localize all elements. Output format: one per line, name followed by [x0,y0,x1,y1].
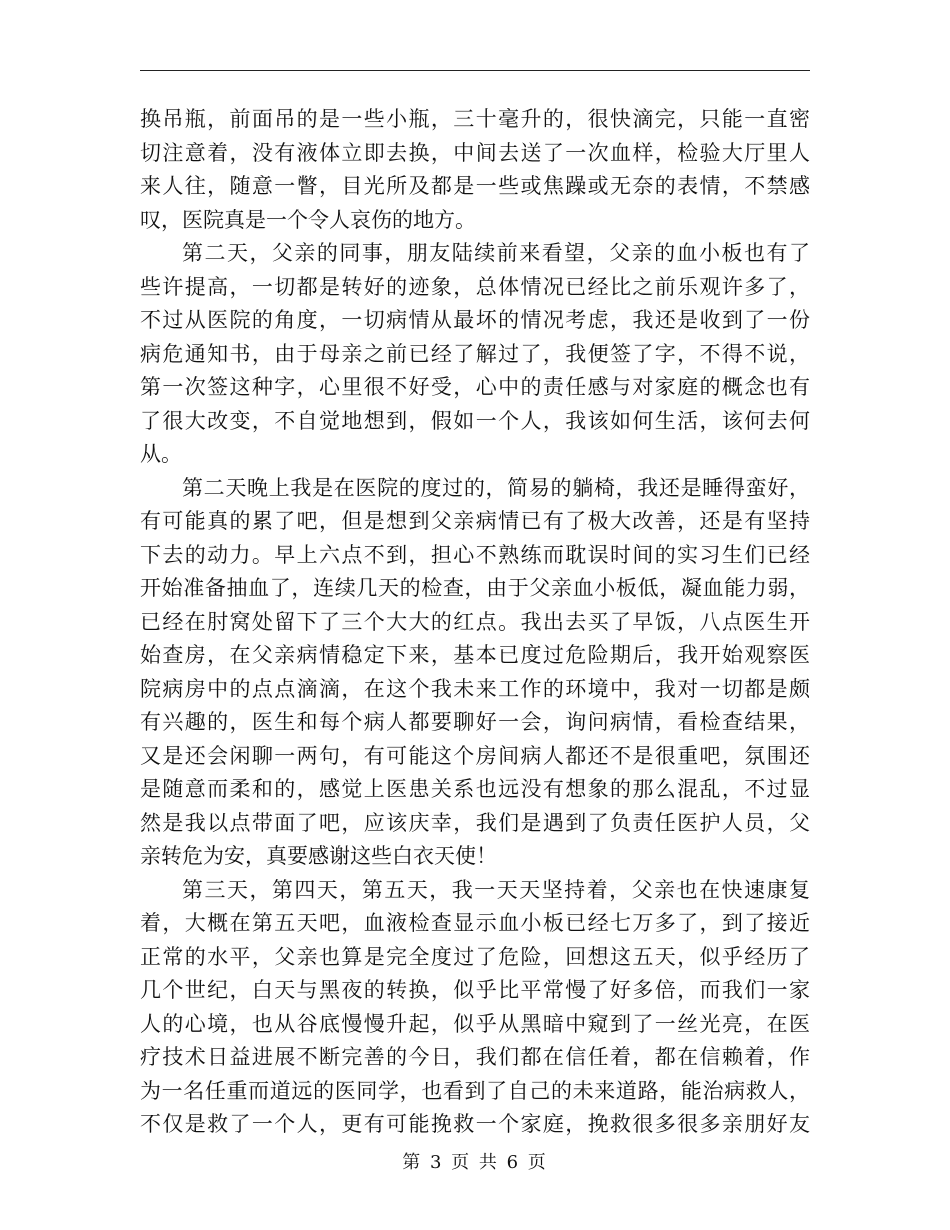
text-line: 然是我以点带面了吧，应该庆幸，我们是遇到了负责任医护人员，父 [140,810,810,835]
text-line: 正常的水平，父亲也算是完全度过了危险，回想这五天，似乎经历了 [140,944,810,969]
text-line: 疗技术日益进展不断完善的今日，我们都在信任着，都在信赖着，作 [140,1045,810,1069]
text-line: 些许提高，一切都是转好的迹象，总体情况已经比之前乐观许多了， [140,274,810,299]
text-line: 不过从医院的角度，一切病情从最坏的情况考虑，我还是收到了一份 [140,308,810,332]
text-line: 院病房中的点点滴滴，在这个我未来工作的环境中，我对一切都是颇 [140,676,810,701]
text-line: 几个世纪，白天与黑夜的转换，似乎比平常慢了好多倍，而我们一家 [140,978,810,1002]
document-body [140,103,810,1142]
text-line: 第二天晚上我是在医院的度过的，简易的躺椅，我还是睡得蛮好， [182,475,810,500]
text-line: 亲转危为安，真要感谢这些白衣天使！ [140,844,497,868]
text-line: 从。 [140,442,182,466]
text-line: 来人往，随意一瞥，目光所及都是一些或焦躁或无奈的表情，不禁感 [140,174,810,198]
text-line: 是随意而柔和的，感觉上医患关系也远没有想象的那么混乱，不过显 [140,777,810,801]
text-line: 人的心境，也从谷底慢慢升起，似乎从黑暗中窥到了一丝光亮，在医 [140,1011,810,1036]
text-line: 第一次签这种字，心里很不好受，心中的责任感与对家庭的概念也有 [140,375,810,399]
text-line: 下去的动力。早上六点不到，担心不熟练而耽误时间的实习生们已经 [140,542,810,567]
text-line: 叹，医院真是一个令人哀伤的地方。 [140,207,476,232]
text-line: 了很大改变，不自觉地想到，假如一个人，我该如何生活，该何去何 [140,408,810,433]
page-footer: 第 3 页 共 6 页 [402,1152,548,1173]
text-line: 开始准备抽血了，连续几天的检查，由于父亲血小板低，凝血能力弱， [140,576,810,600]
text-line: 有兴趣的，医生和每个病人都要聊好一会，询问病情，看检查结果， [140,710,810,734]
text-line: 为一名任重而道远的医同学，也看到了自己的未来道路，能治病救人， [140,1078,810,1103]
text-line: 始查房，在父亲病情稳定下来，基本已度过危险期后，我开始观察医 [140,643,810,667]
text-line: 第三天，第四天，第五天，我一天天坚持着，父亲也在快速康复 [182,877,810,902]
text-line: 病危通知书，由于母亲之前已经了解过了，我便签了字，不得不说， [140,341,810,366]
text-line: 又是还会闲聊一两句，有可能这个房间病人都还不是很重吧，氛围还 [140,743,810,768]
header-rule [140,70,810,71]
text-line: 换吊瓶，前面吊的是一些小瓶，三十毫升的，很快滴完，只能一直密 [140,107,810,131]
text-line: 不仅是救了一个人，更有可能挽救一个家庭，挽救很多很多亲朋好友 [140,1112,810,1136]
text-line: 切注意着，没有液体立即去换，中间去送了一次血样，检验大厅里人 [140,140,810,165]
text-line: 第二天，父亲的同事，朋友陆续前来看望，父亲的血小板也有了 [182,241,810,265]
text-line: 有可能真的累了吧，但是想到父亲病情已有了极大改善，还是有坚持 [140,509,810,533]
text-line: 已经在肘窝处留下了三个大大的红点。我出去买了早饭，八点医生开 [140,609,810,634]
text-line: 着，大概在第五天吧，血液检查显示血小板已经七万多了，到了接近 [140,911,810,935]
